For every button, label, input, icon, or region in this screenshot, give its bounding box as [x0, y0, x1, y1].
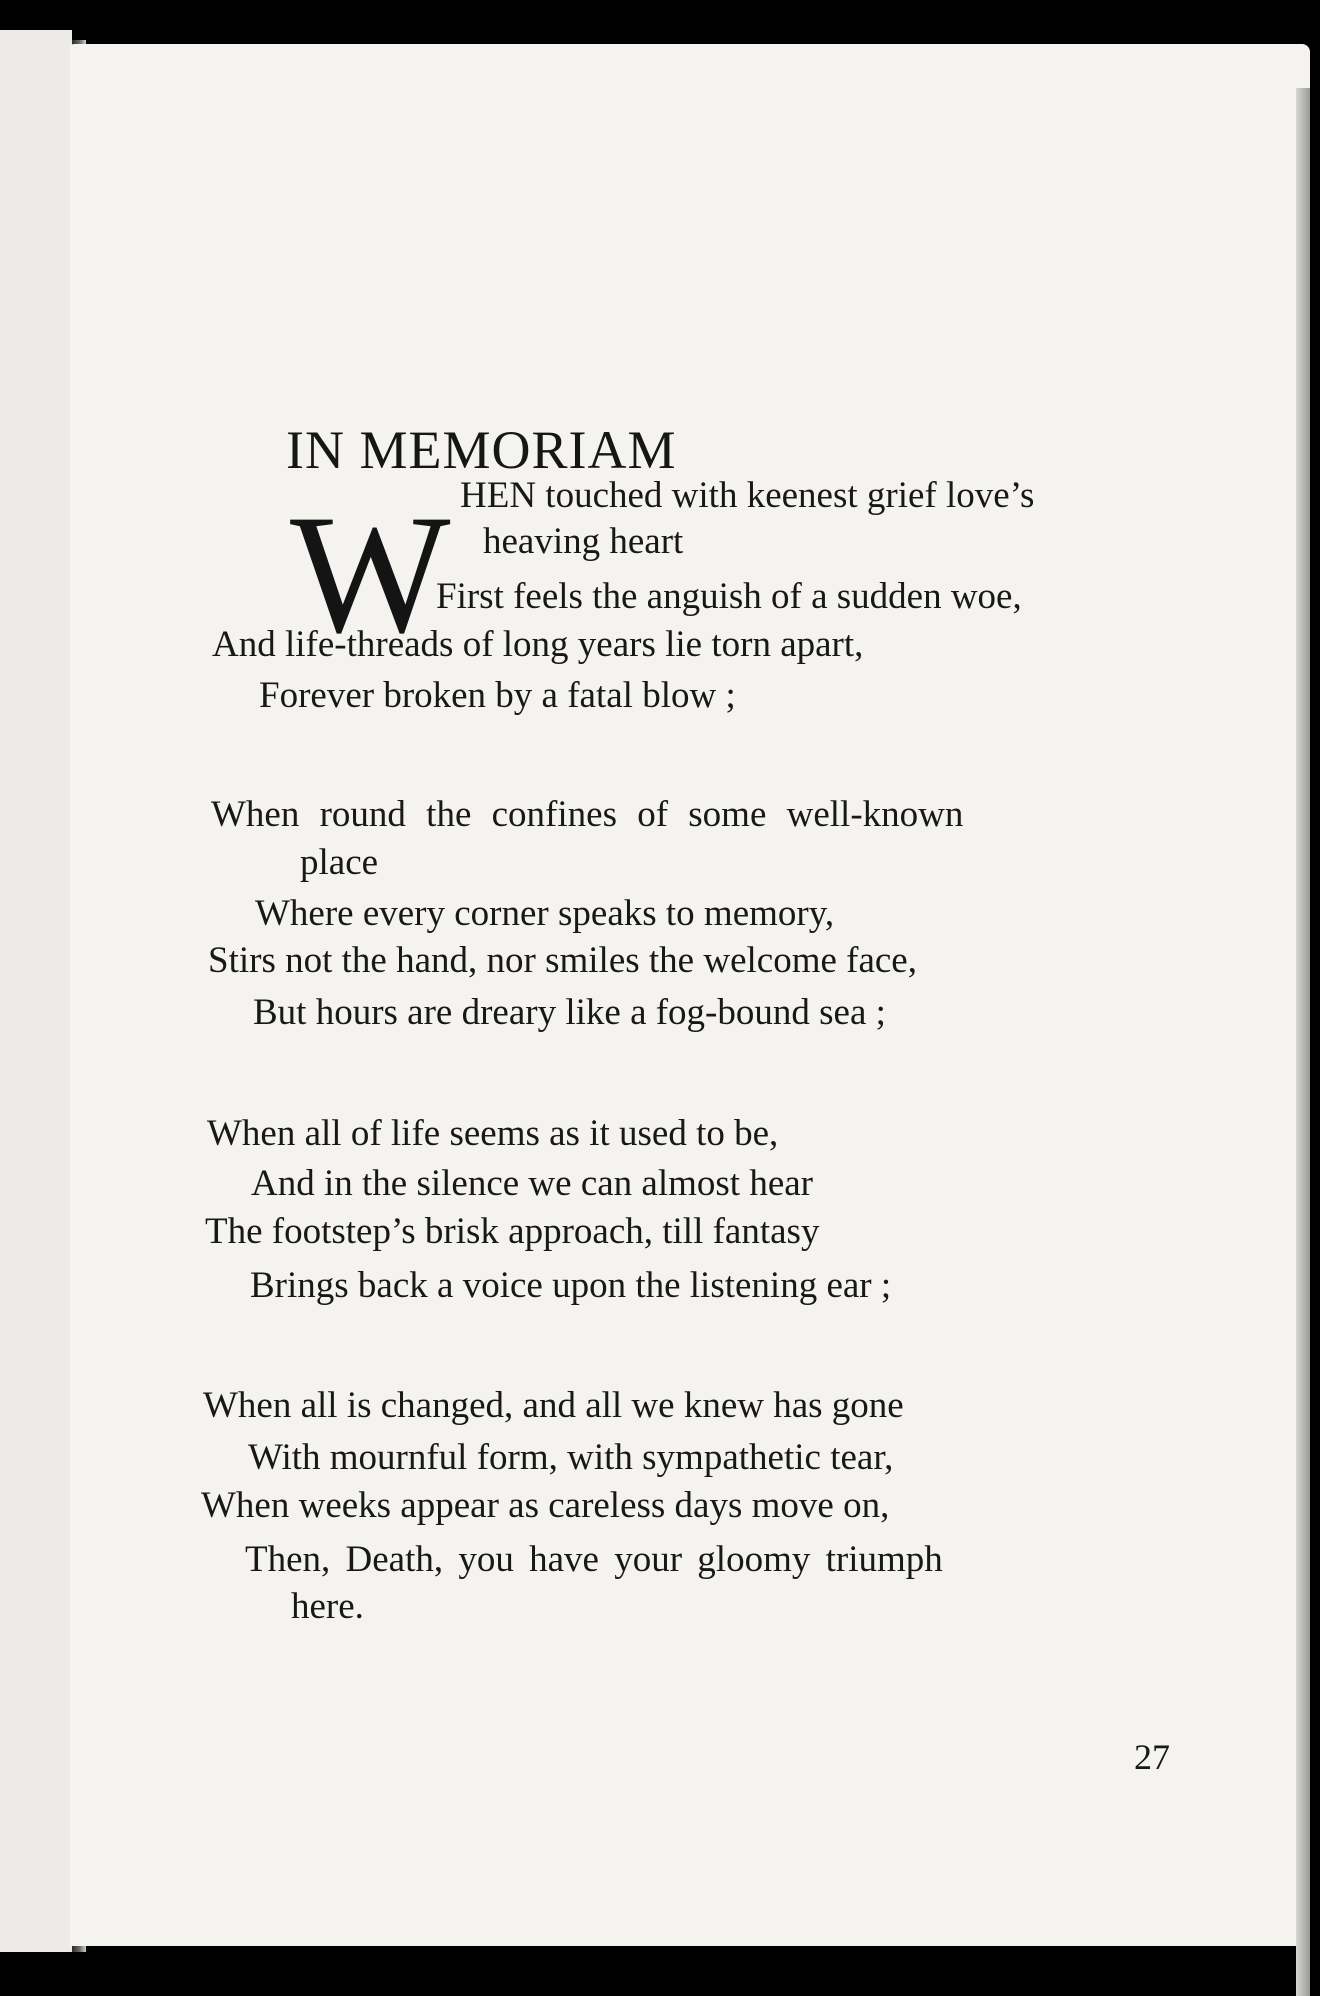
poem-line: Stirs not the hand, nor smiles the welcome face, — [208, 940, 917, 981]
book-page — [70, 44, 1310, 1946]
right-page-edge — [1296, 88, 1310, 1996]
drop-cap: W — [290, 480, 451, 668]
poem-line: When round the confines of some well-known — [211, 794, 964, 835]
poem-line: here. — [291, 1586, 364, 1627]
poem-line: When all is changed, and all we knew has gone — [203, 1385, 904, 1426]
poem-line: Brings back a voice upon the listening ear ; — [250, 1265, 892, 1306]
poem-line: First feels the anguish of a sudden woe, — [436, 576, 1022, 617]
poem-line: But hours are dreary like a fog-bound sea ; — [253, 992, 886, 1033]
poem-line: Where every corner speaks to memory, — [255, 893, 835, 934]
poem-line: When all of life seems as it used to be, — [207, 1113, 779, 1154]
left-page-edge — [0, 30, 72, 1952]
poem-line: Then, Death, you have your gloomy triumph — [245, 1539, 943, 1580]
poem-line: And in the silence we can almost hear — [251, 1163, 813, 1204]
poem-title: IN MEMORIAM — [286, 420, 677, 480]
page-number: 27 — [1134, 1737, 1170, 1777]
poem-line: HEN touched with keenest grief love’s — [460, 475, 1035, 516]
poem-line: heaving heart — [483, 521, 684, 562]
poem-line: When weeks appear as careless days move on, — [201, 1485, 890, 1526]
poem-line: place — [300, 842, 379, 883]
poem-line: Forever broken by a fatal blow ; — [259, 675, 736, 716]
poem-line: With mournful form, with sympathetic tear, — [248, 1437, 894, 1478]
poem-line: The footstep’s brisk approach, till fantasy — [205, 1211, 820, 1252]
poem-line: And life-threads of long years lie torn apart, — [212, 624, 864, 665]
